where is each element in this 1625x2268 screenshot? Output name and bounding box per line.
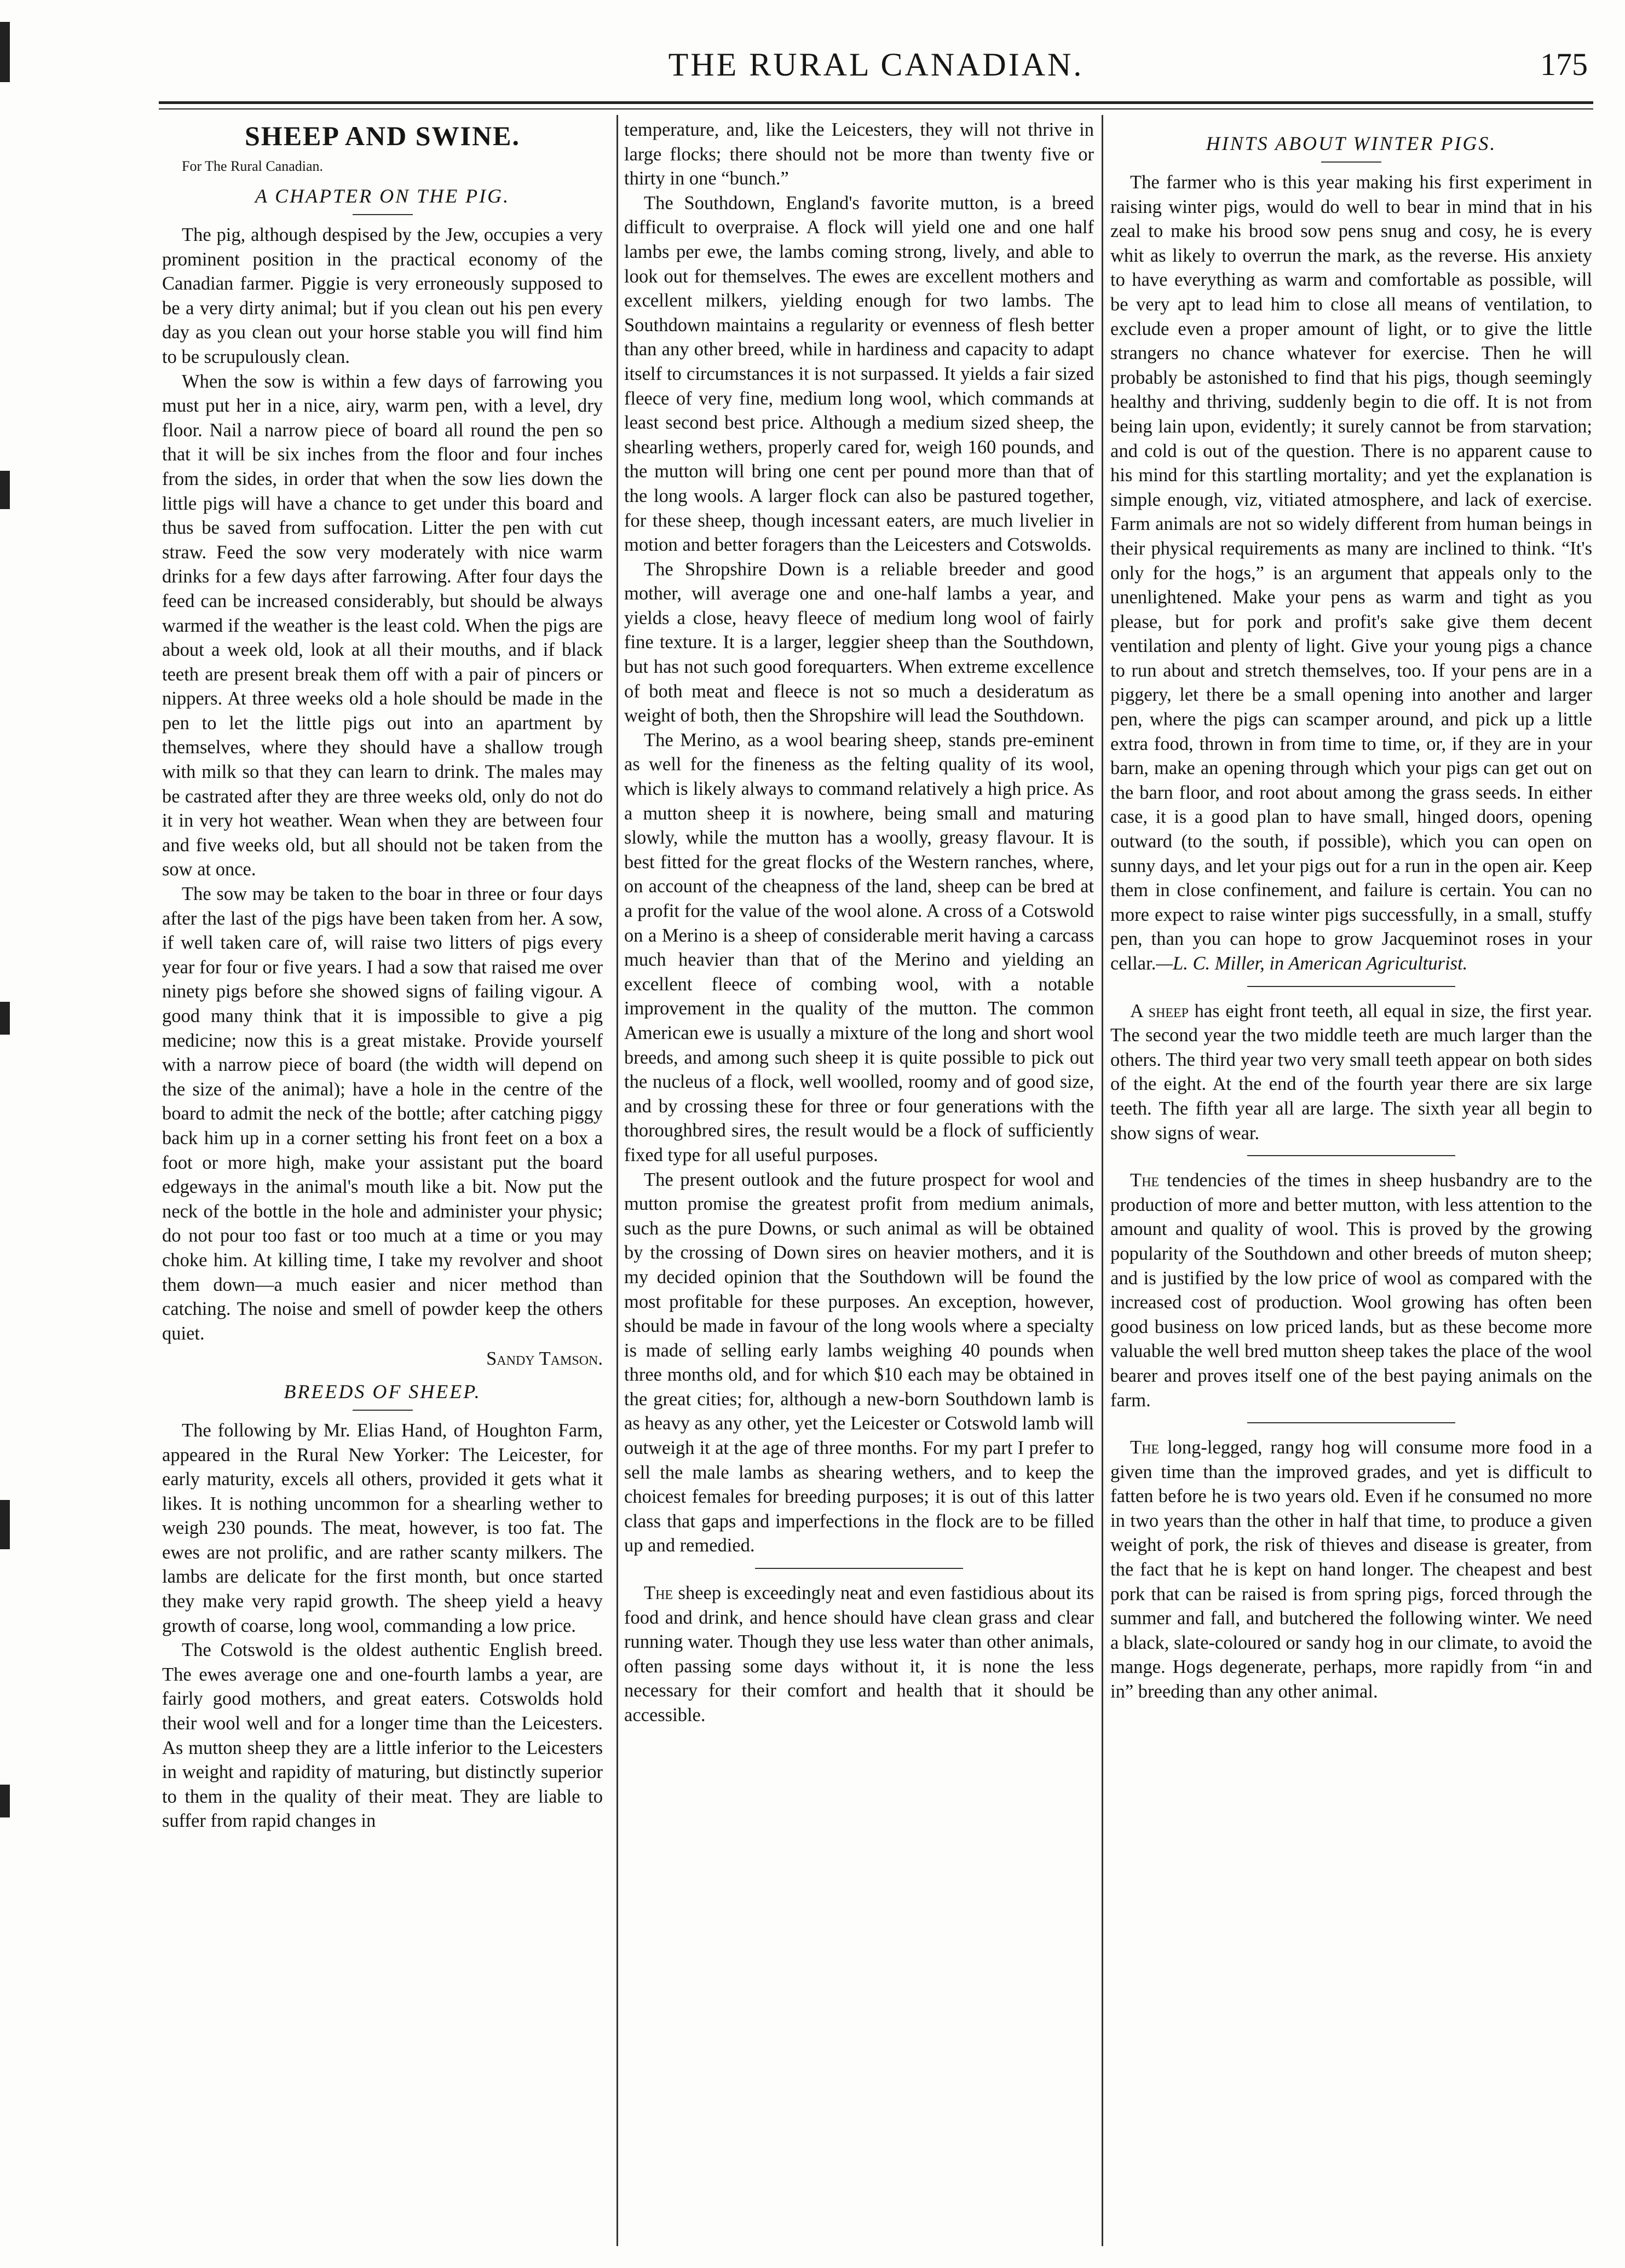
newspaper-title: THE RURAL CANADIAN.: [668, 47, 1084, 83]
item-text: tendencies of the times in sheep husbandry are to the production of more and better mutton, with less attention to the amount and quality of wool. This is proved by the growing popularity of the Southdown and other breeds of muton sheep; and is justified by the low price of wool as compared with the increased cost of production. Wool growing has often been good business on low priced lands, but as these become more valuable the well bred mutton sheep takes the place of the wool bearer and proves itself one of the best paying animals on the farm.: [1110, 1170, 1592, 1411]
article-title-breeds-of-sheep: BREEDS OF SHEEP.: [284, 1380, 481, 1403]
divider: [1247, 1422, 1455, 1423]
divider: [1247, 986, 1455, 987]
divider: [1247, 1155, 1455, 1156]
article-credit: For The Rural Canadian.: [182, 158, 324, 174]
margin-mark: [0, 1002, 10, 1035]
article-paragraph: temperature, and, like the Leicesters, they will not thrive in large flocks; there should not be more than twenty five or thirty in one “bunch.”: [624, 119, 1094, 189]
article-paragraph: The present outlook and the future prospect for wool and mutton promise the greatest profit from medium animals, such as the pure Downs, or such animal as will be obtained by the crossing of Down sires on heavier mothers, and it is my decided opinion that the Southdown will be found the most profitable for these purposes. An exception, however, should be made in favour of the long wools where a specialty is made of selling early lambs weighing 40 pounds when three months old, and for which $10 each may be obtained in the great cities; for, although a new-born Southdown lamb is as heavy as any other, yet the Leicester or Cotswold lamb will outweigh it at the age of three months. For my part I prefer to sell the male lambs as shearing wethers, and to keep the choicest females for breeding purposes; it is out of this latter class that gaps and imperfections in the flock are to be filled up and remedied.: [624, 1169, 1094, 1556]
section-heading-sheep-and-swine: SHEEP AND SWINE.: [245, 120, 520, 151]
item-text: The farmer who is this year making his first experiment in raising winter pigs, would do well to bear in mind that in his zeal to make his brood sow pens snug and cosy, he is every whit as likely to overrun the mark, as the reverse. His anxiety to have everything as warm and comfortable as possible, will be very apt to lead him to close all means of ventilation, to exclude even a proper amount of light, or to give the little strangers no chance whatever for exercise. Then he will probably be astonished to find that his pigs, though seemingly healthy and thriving, suddenly begin to die off. It is not from being lain upon, evidently; it surely cannot be from starvation; and cold is out of the question. There is no apparent cause to his mind for this startling mortality; and yet the explanation is simple enough, viz, vitiated atmosphere, and lack of exercise. Farm animals are not so widely different from human beings in their physical requirements as many are inclined to think. “It's only for the hogs,” is an argument that appeals only to the unenlightened. Make your pens as warm and tight as you please, but for pork and profit's sake give them decent ventilation and plenty of light. Give your young pigs a chance to run about and stretch themselves, too. If your pens are in a piggery, let there be a small opening into another and larger pen, where the pigs can scamper around, and pick up a little extra food, thrown in from time to time, or, if they are in your barn, make an opening through which your pigs can get out on the barn floor, and root about among the grass seeds. In either case, it is a good plan to have small, hinged doors, opening outward (to the south, if possible), which you can open on sunny days, and let your pigs out for a run in the open air. Keep them in close confinement, and failure is certain. You can no more expect to raise winter pigs successfully, in a small, stuffy pen, than you can hope to grow Jacqueminot roses in your cellar.: [1110, 172, 1592, 974]
margin-mark: [0, 1500, 10, 1549]
item-text: long-legged, rangy hog will consume more food in a given time than the improved grades, and yet is difficult to fatten before he is two years old. Even if he consumed no more in two years than the other in half that time, to produce a given weight of pork, the risk of thieves and disease is greater, from the fact that he is kept on hand longer. The cheapest and best pork that can be raised is from spring pigs, forced through the summer and fall, and butchered the following winter. We need a black, slate-coloured or sandy hog in our climate, to avoid the mange. Hogs degenerate, perhaps, more rapidly from “in and in” breeding than any other animal.: [1110, 1437, 1592, 1703]
column-divider: [616, 115, 618, 2246]
article-signature: Sandy Tamson.: [486, 1348, 603, 1370]
item-text: has eight front teeth, all equal in size, the first year. The second year the two middle teeth are much larger than the others. The third year two very small teeth appear on both sides of the eight. At the end of the fourth year there are six large teeth. The fifth year all are large. The sixth year all begin to show signs of wear.: [1110, 1000, 1592, 1144]
column-1: [162, 118, 603, 2247]
article-title-chapter-on-pig: A CHAPTER ON THE PIG.: [255, 185, 510, 207]
article-paragraph: The Shropshire Down is a reliable breeder and good mother, will average one and one-half lambs a year, and yields a close, heavy fleece of medium long wool of fairly fine texture. It is a larger, leggier sheep than the Southdown, but has not such good forequarters. When extreme excellence of both meat and fleece is not so much a desideratum as weight of both, then the Shropshire will lead the Southdown.: [624, 558, 1094, 726]
article-paragraph: The Merino, as a wool bearing sheep, stands pre-eminent as well for the fineness as the felting quality of its wool, which is likely always to command relatively a high price. As a mutton sheep it is nowhere, being small and maturing slowly, while the mutton has a woolly, greasy flavour. It is best fitted for the great flocks of the Western ranches, where, on account of the cheapness of the land, sheep can be bred at a profit for the value of the wool alone. A cross of a Cotswold on a Merino is a sheep of considerable merit having a carcass much heavier than that of the Merino and yielding an excellent fleece of combing wool, with a notable improvement in the quality of the mutton. The common American ewe is usually a mixture of the long and short wool breeds, and among such sheep it is quite possible to pick out the nucleus of a flock, well woolled, roomy and of good size, and by crossing these for three or four generations with the thoroughbred sires, the result would be a flock of sufficiently fixed type for all useful purposes.: [624, 729, 1094, 1165]
column-divider: [1102, 115, 1103, 2246]
article-paragraph: [1110, 1168, 1592, 1412]
article-paragraph: The pig, although despised by the Jew, occupies a very prominent position in the practical economy of the Canadian farmer. Piggie is very erroneously supposed to be a very dirty animal; but if you clean out his pen every day as you clean out your horse stable you will find him to be scrupulously clean.: [162, 224, 603, 367]
masthead-rule: [159, 101, 1593, 104]
masthead-rule-thin: [159, 108, 1593, 109]
article-paragraph: The sow may be taken to the boar in three or four days after the last of the pigs have been taken from her. A sow, if well taken care of, will raise two litters of pigs every year for four or five years. I had a sow that raised me over ninety pigs before she showed signs of failing vigour. A good many think that it is impossible to give a pig medicine; now this is a great mistake. Provide yourself with a narrow piece of board (the width will depend on the size of the animal); have a hole in the centre of the board to admit the neck of the bottle; after catching piggy back him up in a corner setting his front feet on a box a foot or more high, make your assistant put the board edgeways in the animal's mouth like a bit. Now put the neck of the bottle in the hole and administer your physic; do not pour too fast or too much at a time or you may choke him. At killing time, I take my revolver and shoot them down—a much easier and nicer method than catching. The noise and smell of powder keep the others quiet.: [162, 884, 603, 1344]
column-2: [624, 118, 1094, 2247]
article-title-hints-winter-pigs: HINTS ABOUT WINTER PIGS.: [1206, 132, 1497, 154]
divider: [755, 1568, 963, 1569]
article-paragraph: The following by Mr. Elias Hand, of Houghton Farm, appeared in the Rural New Yorker: The Leicester, for early maturity, excels all others, provided it gets what it likes. It is nothing uncommon for a shearling wether to weigh 230 pounds. The meat, however, is too fat. The ewes are not prolific, and are rather scanty milkers. The lambs are delicate for the first month, but once started they make very rapid growth. The sheep yield a heavy growth of coarse, long wool, commanding a low price.: [162, 1419, 603, 1636]
lead-word: The: [1130, 1437, 1160, 1458]
article-paragraph: [1110, 1435, 1592, 1704]
article-paragraph: The Cotswold is the oldest authentic English breed. The ewes average one and one-fourth lambs a year, are fairly good mothers, and great eaters. Cotswolds hold their wool well and for a longer time than the Leicesters. As mutton sheep they are a little inferior to the Leicesters in weight and rapidity of maturing, but distinctly superior to them in the quality of their meat. They are liable to suffer from rapid changes in: [162, 1640, 603, 1832]
lead-word: A sheep: [1130, 1000, 1189, 1022]
article-paragraph: [624, 1581, 1094, 1728]
item-text: sheep is exceedingly neat and even fastidious about its food and drink, and hence should have clean grass and clear running water. Though they use less water than other animals, often passing some days without it, it is none the less necessary for their comfort and health that it should be accessible.: [624, 1583, 1094, 1725]
margin-mark: [0, 471, 10, 509]
article-paragraph: [1110, 170, 1592, 976]
article-paragraph: The Southdown, England's favorite mutton, is a breed difficult to overpraise. A flock will yield one and one half lambs per ewe, the lambs coming strong, lively, and able to look out for themselves. The ewes are excellent mothers and excellent milkers, yielding enough for two lambs. The Southdown maintains a regularity or evenness of flesh better than any other breed, while in hardiness and capacity to adapt itself to circumstances it is not surpassed. It yields a fair sized fleece of very fine, medium long wool, which commands at least second best price. Although a medium sized sheep, the shearling wethers, properly cared for, weigh 160 pounds, and the mutton will bring one cent per pound more than that of the long wools. A larger flock can also be pastured together, for these sheep, though incessant eaters, are much livelier in motion and better foragers than the Leicesters and Cotswolds.: [624, 192, 1094, 556]
article-paragraph: When the sow is within a few days of farrowing you must put her in a nice, airy, warm pen, with a level, dry floor. Nail a narrow piece of board all round the pen so that it will be six inches from the floor and four inches from the sides, in order that when the sow lies down the little pigs will have a chance to get under this board and thus be saved from suffocation. Litter the pen with cut straw. Feed the sow very moderately with nice warm drinks for a few days after farrowing. After four days the feed can be increased considerably, but should be always warmed if the weather is the least cold. When the pigs are about a week old, look at all their mouths, and if black teeth are present break them off with a pair of pincers or nippers. At three weeks old a hole should be made in the pen to let the little pigs out into an apartment by themselves, where they should have a shallow trough with milk so that they can learn to drink. The males may be castrated after they are three weeks old, only do not do it in very hot weather. Wean when they are between four and five weeks old, but all should not be taken from the sow at once.: [162, 371, 603, 880]
article-paragraph: [1110, 999, 1592, 1146]
lead-word: The: [1130, 1170, 1160, 1191]
column-3: [1110, 118, 1592, 2247]
lead-word: The: [644, 1583, 673, 1604]
divider: [353, 214, 413, 215]
divider: [1321, 161, 1381, 163]
divider: [353, 1410, 413, 1411]
margin-mark: [0, 1785, 10, 1817]
margin-mark: [0, 22, 10, 82]
article-attribution: —L. C. Miller, in American Agriculturist.: [1156, 953, 1468, 974]
page-number: 175: [1540, 47, 1588, 82]
masthead: [159, 34, 1593, 105]
